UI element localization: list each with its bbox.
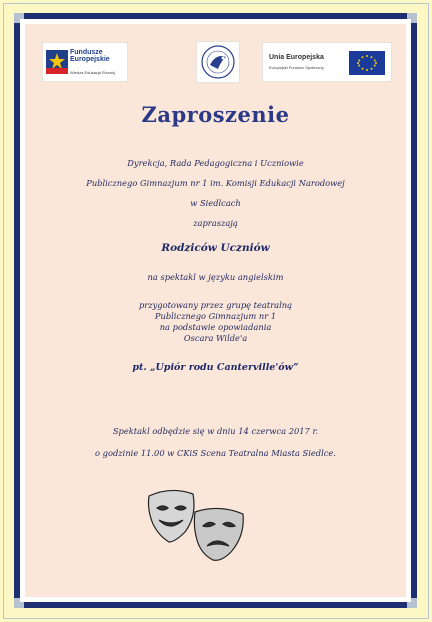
guests-heading: Rodziców Uczniów <box>161 242 270 254</box>
prepared-by-line: przygotowany przez grupę teatralną <box>138 300 293 310</box>
school-logo <box>196 41 240 83</box>
eu-flag-icon <box>349 51 385 75</box>
fe-logo-text <box>70 49 110 63</box>
prepared-by-line: Oscara Wilde'a <box>183 333 248 343</box>
fe-sub: Wiedza Edukacja Rozwój <box>70 70 116 75</box>
prepared-by-line: Publicznego Gimnazjum nr 1 <box>154 311 277 321</box>
fe-line2: Europejskie <box>70 56 110 63</box>
details-line: o godzinie 11.00 w CKiS Scena Teatralna Miasta Siedlce. <box>95 448 336 458</box>
play-title: pt. „Upiór rodu Canterville'ów” <box>132 362 299 373</box>
fe-star-icon <box>46 50 68 74</box>
eu-sub: Europejski Fundusz Społeczny <box>269 65 324 70</box>
prepared-by-line: na podstawie opowiadania <box>159 322 272 332</box>
school-emblem-icon <box>199 43 237 81</box>
details-line: Spektakl odbędzie się w dniu 14 czerwca 2017 r. <box>112 426 319 436</box>
eu-logo <box>262 42 392 82</box>
logo-bar <box>25 36 406 84</box>
fundusze-europejskie-logo <box>42 42 128 82</box>
event-line: na spektakl w języku angielskim <box>147 272 284 282</box>
hosts-line: zapraszają <box>193 218 238 228</box>
hosts-line: Publicznego Gimnazjum nr 1 im. Komisji Edukacji Narodowej <box>86 178 345 188</box>
hosts-line: Dyrekcja, Rada Pedagogiczna i Uczniowie <box>127 158 304 168</box>
fe-line1: Fundusze <box>70 49 103 56</box>
hosts-line: w Siedlcach <box>190 198 241 208</box>
invitation-title: Zaproszenie <box>141 102 290 127</box>
theatre-masks-icon <box>145 486 247 564</box>
eu-title: Unia Europejska <box>269 54 324 61</box>
